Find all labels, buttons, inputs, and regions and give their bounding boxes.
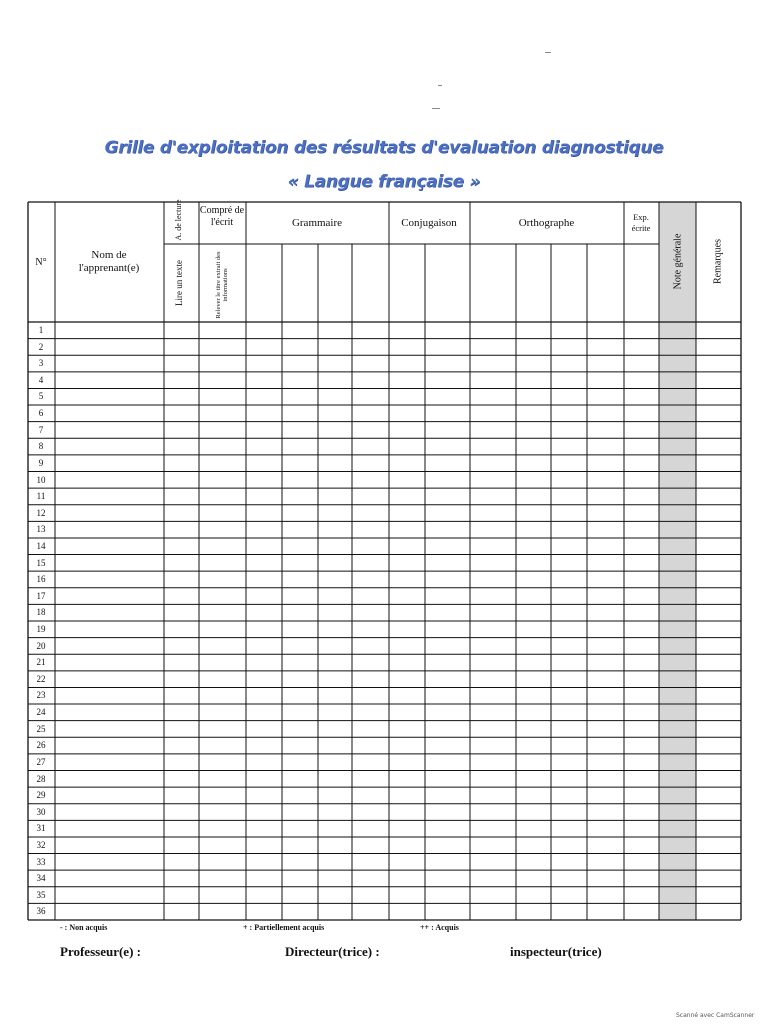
row-number: 4	[38, 374, 44, 385]
document-title: Grille d'exploitation des résultats d'evaluation diagnostique	[104, 138, 664, 158]
row-number: 12	[36, 507, 46, 518]
row-number: 14	[36, 540, 46, 551]
row-number: 25	[36, 723, 46, 734]
row-number: 23	[36, 690, 46, 701]
header-conjugaison: Conjugaison	[401, 217, 457, 229]
row-number: 36	[36, 906, 46, 917]
row-number: 21	[36, 657, 46, 668]
scanner-watermark: Scanné avec CamScanner	[676, 1012, 755, 1019]
header-remarques: Remarques	[712, 239, 724, 284]
header-exp-ecrite: Exp. écrite	[631, 212, 651, 233]
header-number: N°	[35, 257, 47, 268]
row-number: 26	[36, 740, 46, 751]
row-number: 32	[36, 839, 46, 850]
row-number: 11	[36, 491, 46, 502]
row-number: 9	[38, 457, 44, 468]
document-subtitle: « Langue française »	[287, 172, 481, 192]
row-number: 7	[38, 424, 44, 435]
signature-directeur: Directeur(trice) :	[285, 944, 380, 959]
legend-acquis: ++ : Acquis	[420, 923, 459, 932]
header-a-lecture: A. de lecture	[174, 199, 183, 241]
header-orthographe: Orthographe	[518, 217, 575, 229]
legend-partiellement: + : Partiellement acquis	[243, 923, 325, 932]
legend-non-acquis: - : Non acquis	[60, 923, 108, 932]
row-number: 22	[36, 673, 46, 684]
row-number: 34	[36, 873, 46, 884]
row-number: 18	[36, 607, 46, 618]
row-number: 20	[36, 640, 46, 651]
row-number: 5	[38, 391, 44, 402]
row-number: 1	[38, 325, 44, 335]
row-number: 13	[36, 524, 46, 535]
signature-professeur: Professeur(e) :	[60, 944, 141, 959]
row-number: 8	[38, 441, 44, 452]
header-note-generale: Note générale	[672, 233, 684, 290]
header-relever-titre: Relever le titre extrait des informations	[215, 251, 229, 319]
row-number: 10	[36, 474, 46, 485]
row-number: 19	[36, 624, 46, 634]
row-number: 16	[36, 574, 46, 585]
header-lire-texte: Lire un texte	[174, 260, 184, 306]
header-grammaire: Grammaire	[291, 217, 343, 229]
row-number: 17	[36, 590, 46, 601]
row-number: 35	[36, 889, 46, 900]
header-name: Nom de l'apprenant(e)	[78, 249, 140, 274]
row-number: 3	[38, 358, 44, 369]
signature-inspecteur: inspecteur(trice)	[510, 944, 602, 959]
row-number: 29	[36, 790, 46, 801]
row-number: 6	[38, 408, 44, 419]
header-comprehension: Compré de l'écrit	[199, 205, 245, 228]
row-number: 24	[36, 707, 46, 718]
row-number: 2	[38, 341, 44, 352]
row-number: 31	[36, 823, 46, 834]
row-number: 33	[36, 856, 46, 867]
row-number: 28	[36, 773, 46, 784]
row-number: 27	[36, 756, 46, 767]
row-number: 15	[36, 557, 46, 568]
row-number: 30	[36, 806, 46, 817]
